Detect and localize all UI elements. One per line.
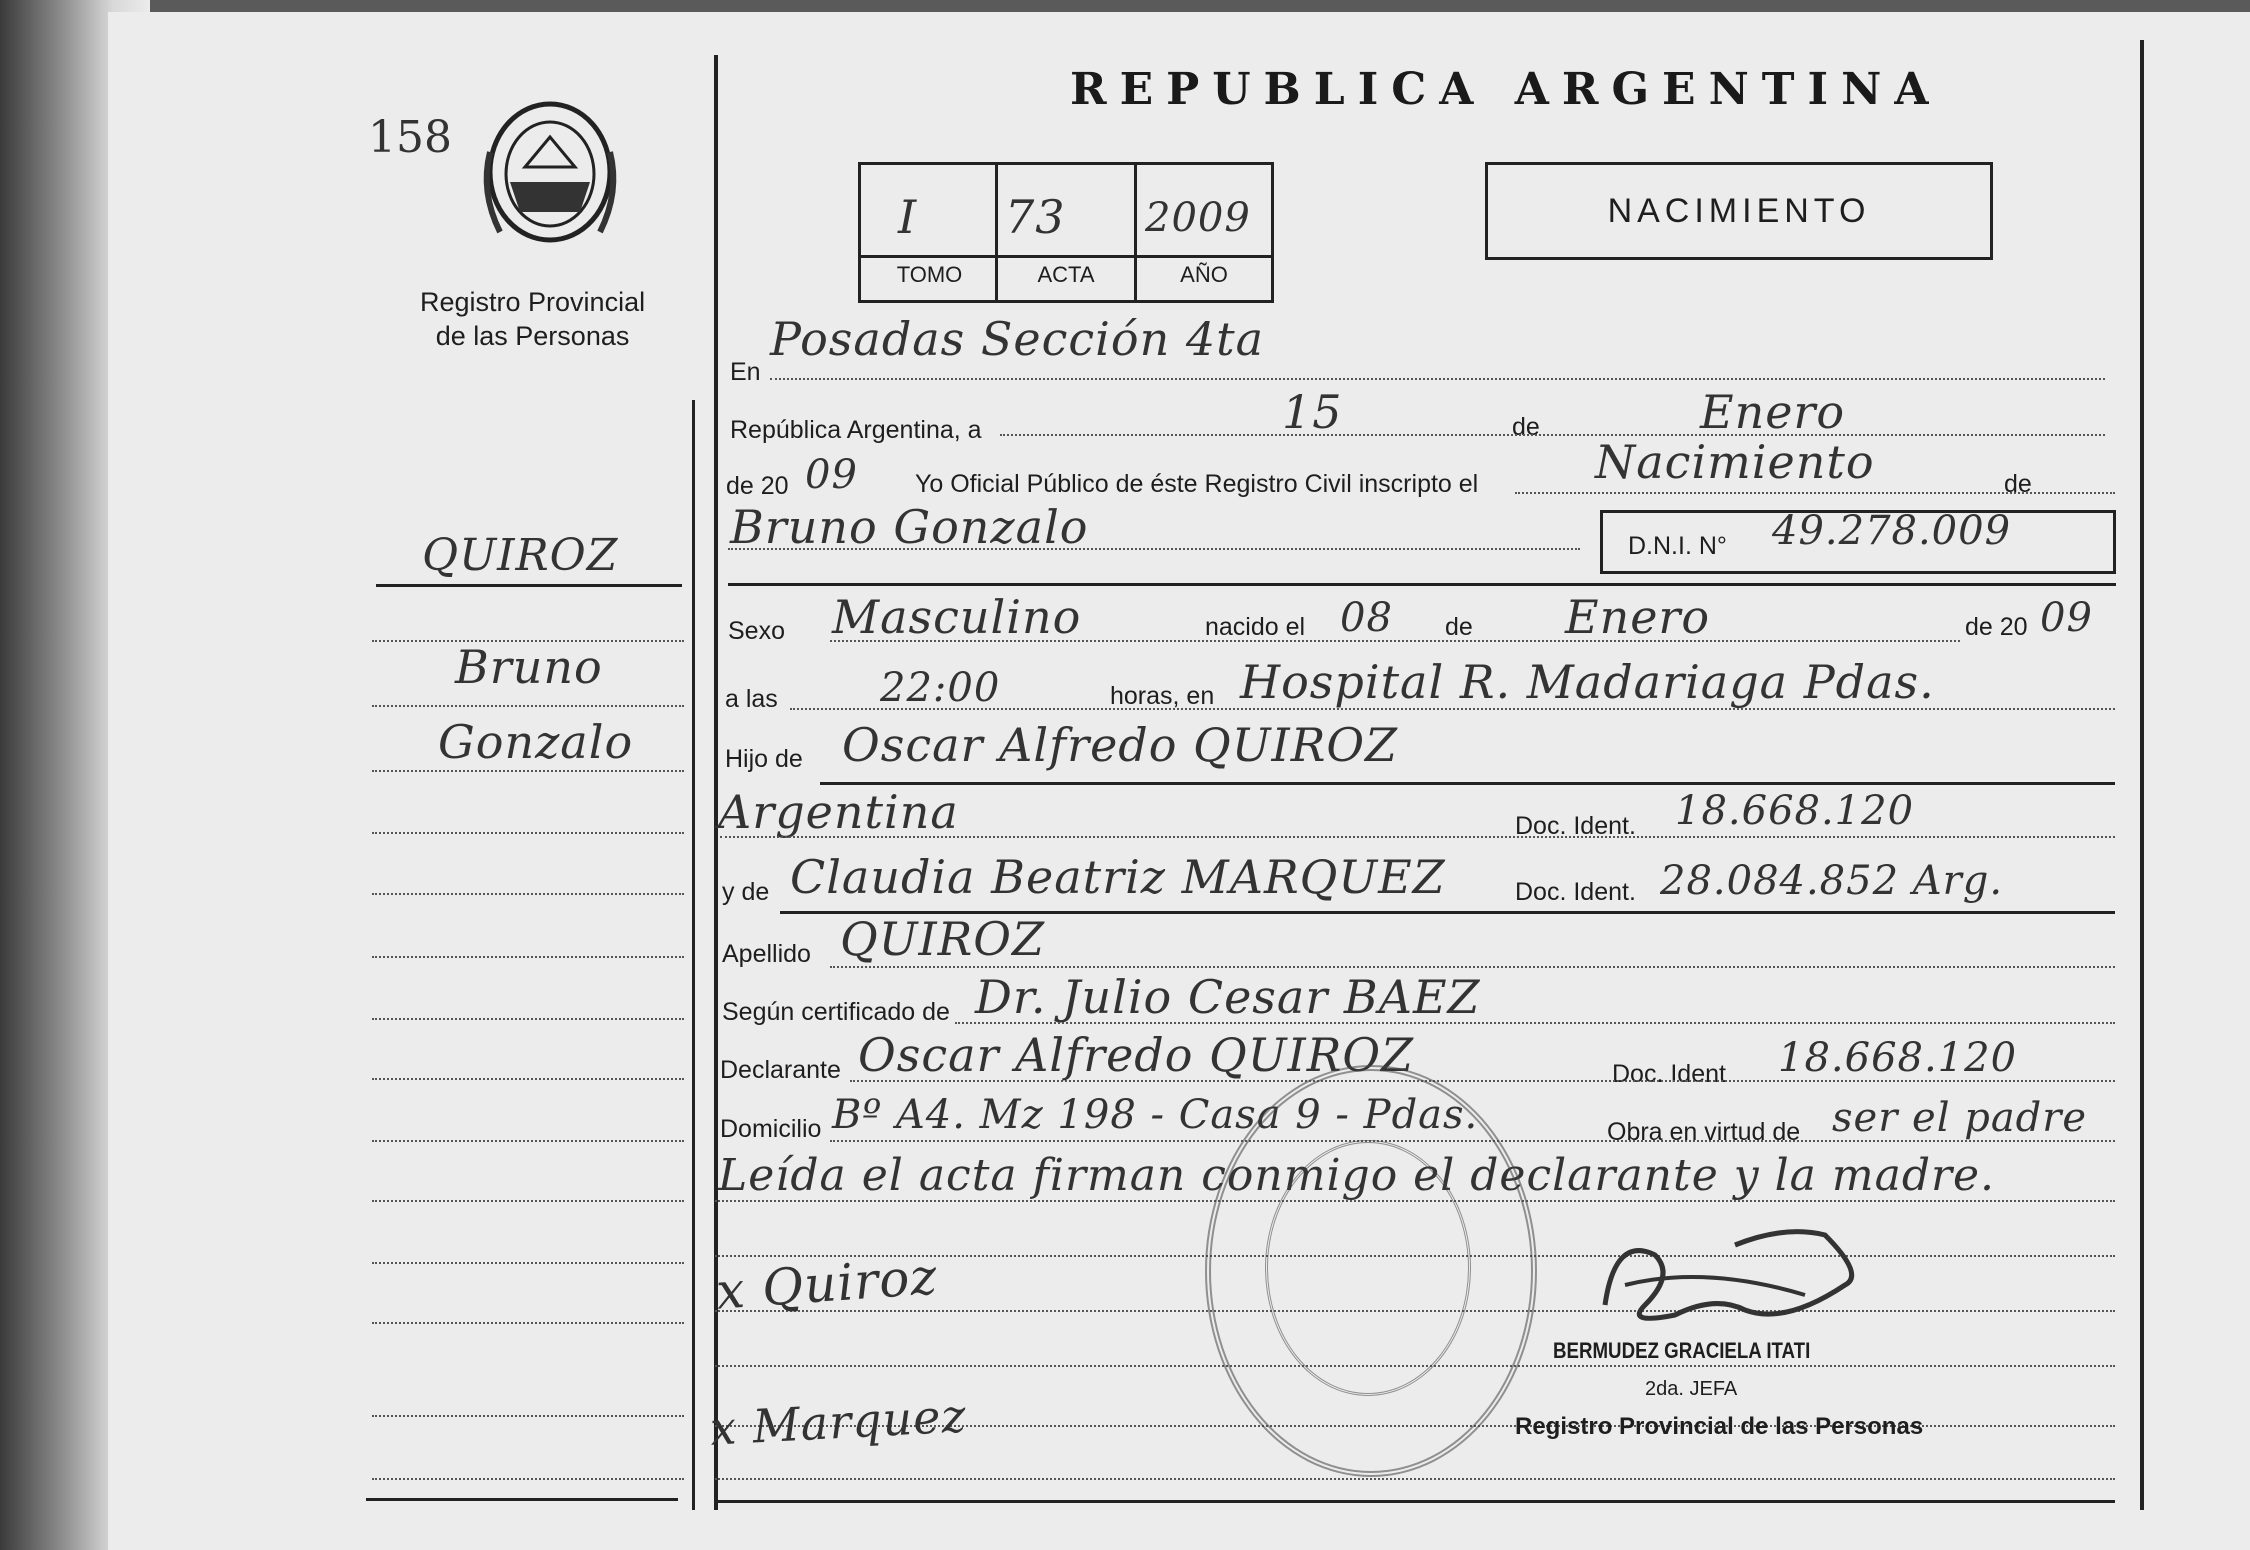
margin-line xyxy=(372,1262,684,1264)
bottom-line xyxy=(715,1500,2115,1503)
margin-line xyxy=(372,1415,684,1417)
signature-mother: x Marquez xyxy=(708,1388,968,1456)
tomo-value: I xyxy=(898,190,918,244)
oficial-label: Yo Oficial Público de éste Registro Civil inscripto el xyxy=(915,470,1479,498)
margin-line xyxy=(372,1322,684,1324)
child-name-value: Bruno Gonzalo xyxy=(730,500,1089,554)
margin-first-name: Bruno xyxy=(455,640,603,694)
country-title: REPUBLICA ARGENTINA xyxy=(1070,64,1942,115)
father-doc-value: 18.668.120 xyxy=(1675,788,1915,834)
margin-line xyxy=(372,640,684,642)
margin-line xyxy=(372,956,684,958)
hijo-label: Hijo de xyxy=(725,745,803,773)
birth-time-value: 22:00 xyxy=(880,665,1001,711)
date-line xyxy=(1000,434,2105,436)
sexo-label: Sexo xyxy=(728,617,785,645)
apellido-line xyxy=(830,966,2115,968)
margin-surname: QUIROZ xyxy=(422,530,619,581)
margin-surname-underline xyxy=(376,584,682,587)
declarante-line xyxy=(850,1080,2115,1082)
obra-value: ser el padre xyxy=(1832,1095,2088,1141)
republica-label: República Argentina, a xyxy=(730,416,982,444)
domicilio-label: Domicilio xyxy=(720,1115,822,1143)
doc-label-2: Doc. Ident. xyxy=(1515,878,1636,906)
en-label: En xyxy=(730,358,761,386)
margin-line xyxy=(372,1140,684,1142)
margin-line xyxy=(372,705,684,707)
mother-doc-value: 28.084.852 Arg. xyxy=(1660,858,2004,904)
certificado-value: Dr. Julio Cesar BAEZ xyxy=(975,970,1481,1024)
place-value: Posadas Sección 4ta xyxy=(770,312,1265,366)
dni-label: D.N.I. N° xyxy=(1628,532,1727,560)
tomo-label: TOMO xyxy=(896,262,963,287)
margin-bottom-line xyxy=(366,1498,678,1501)
sexo-value: Masculino xyxy=(832,590,1082,644)
official-name: BERMUDEZ GRACIELA ITATI xyxy=(1553,1338,1811,1363)
de-label: de xyxy=(1512,413,1540,441)
birth-day-value: 08 xyxy=(1340,595,1393,641)
certificado-label: Según certificado de xyxy=(722,998,950,1026)
registry-name: Registro Provincial de las Personas xyxy=(420,287,646,351)
margin-line xyxy=(372,770,684,772)
anio-label: AÑO xyxy=(1180,262,1228,287)
margin-line xyxy=(372,1078,684,1080)
alas-line xyxy=(790,708,2115,710)
doc-label-3: Doc. Ident xyxy=(1612,1060,1726,1088)
de20-label: de 20 xyxy=(726,472,789,500)
mother-name-value: Claudia Beatriz MARQUEZ xyxy=(790,850,1446,904)
blank-line xyxy=(715,1478,2115,1480)
margin-line xyxy=(372,1478,684,1480)
act-kind-value: Nacimiento xyxy=(1595,435,1875,489)
doc-label: Doc. Ident. xyxy=(1515,812,1636,840)
year-suffix-value: 09 xyxy=(805,452,858,498)
apellido-value: QUIROZ xyxy=(840,912,1045,966)
leida-text: Leída el acta firman conmigo el declarante y la madre. xyxy=(718,1150,1996,1201)
frame-line-right xyxy=(2140,40,2144,1510)
acta-value: 73 xyxy=(1005,190,1066,244)
record-box-divider-h xyxy=(858,255,1271,258)
margin-second-name: Gonzalo xyxy=(438,715,634,769)
margin-line xyxy=(372,1018,684,1020)
margin-line xyxy=(372,893,684,895)
dni-value: 49.278.009 xyxy=(1772,508,2012,554)
margin-line xyxy=(372,1200,684,1202)
birth-place-value: Hospital R. Madariaga Pdas. xyxy=(1240,655,1935,709)
horas-label: horas, en xyxy=(1110,682,1215,710)
official-signature xyxy=(1585,1215,1885,1345)
misiones-shield-icon xyxy=(470,92,630,262)
signature-father: x Quiroz xyxy=(714,1247,940,1321)
oficial-line xyxy=(1515,492,2115,494)
page-number: 158 xyxy=(368,112,452,163)
birth-month-value: Enero xyxy=(1565,590,1711,644)
father-nationality-value: Argentina xyxy=(718,785,959,839)
hijo-line xyxy=(820,782,2115,785)
month-value: Enero xyxy=(1700,385,1846,439)
declarante-value: Oscar Alfredo QUIROZ xyxy=(858,1028,1415,1082)
day-value: 15 xyxy=(1282,385,1343,439)
registry-round-stamp-inner xyxy=(1265,1140,1471,1396)
child-name-line xyxy=(728,548,1580,550)
certificado-line xyxy=(955,1022,2115,1024)
place-line xyxy=(770,378,2105,380)
nacido-label: nacido el xyxy=(1205,613,1306,641)
obra-label: Obra en virtud de xyxy=(1607,1118,1801,1146)
alas-label: a las xyxy=(725,685,778,713)
father-name-value: Oscar Alfredo QUIROZ xyxy=(842,718,1399,772)
yde-label: y de xyxy=(722,878,770,906)
birth-year-value: 09 xyxy=(2040,595,2093,641)
declarante-doc-value: 18.668.120 xyxy=(1778,1035,2018,1081)
sexo-line xyxy=(830,640,1960,642)
apellido-label: Apellido xyxy=(722,940,811,968)
margin-line xyxy=(372,832,684,834)
acta-label: ACTA xyxy=(1037,262,1095,287)
official-role: 2da. JEFA xyxy=(1645,1378,1738,1400)
de-label-3: de xyxy=(1445,613,1473,641)
de200-label: de 20 xyxy=(1965,613,2028,641)
anio-value: 2009 xyxy=(1145,195,1251,241)
declarante-label: Declarante xyxy=(720,1056,841,1084)
official-office: Registro Provincial de las Personas xyxy=(1515,1413,1924,1440)
record-type-box: NACIMIENTO xyxy=(1485,162,1993,260)
domicilio-value: Bº A4. Mz 198 - Casa 9 - Pdas. xyxy=(832,1092,1479,1138)
nationality-line xyxy=(720,836,2115,838)
de-label-2: de xyxy=(2004,470,2032,498)
frame-line-inner xyxy=(692,400,695,1510)
child-section-line xyxy=(728,583,2116,586)
